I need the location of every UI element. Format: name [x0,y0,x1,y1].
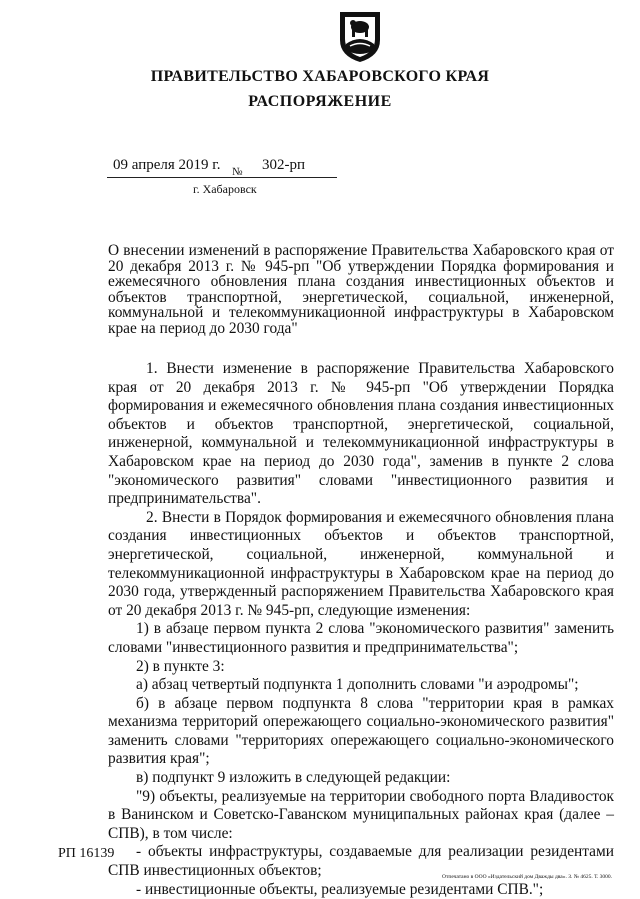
paragraph-9-item-2: - инвестиционные объекты, реализуемые резидентами СПВ."; [136,880,544,898]
document-code: РП 16139 [58,846,115,861]
coat-of-arms-icon [338,10,382,64]
paragraph-9-item-1: - объекты инфраструктуры, создаваемые для реализации резидентами СПВ инвестиционных объектов; [108,843,614,880]
document-body [108,360,614,899]
document-number: 302-рп [262,157,306,173]
paragraph-2-2: 2) в пункте 3: [136,657,225,675]
paragraph-2-2-c: в) подпункт 9 изложить в следующей редакции: [136,769,451,787]
paragraph-2-1: 1) в абзаце первом пункта 2 слова "экономического развития" заменить словами "инвестиционного развития и предпринимательства"; [108,620,614,656]
print-note: Отпечатано в ООО «Издательский дом Дважды два». З. № 4625. Т. 3000. [442,874,613,880]
paragraph-2-2-b: б) в абзаце первом подпункта 8 слова "территории края в рамках механизма территорий опережающего социально-экономического развития" заменить словами "территориях опережающего социально-экономического развития края"; [108,694,614,768]
government-name: ПРАВИТЕЛЬСТВО ХАБАРОВСКОГО КРАЯ [150,68,490,85]
paragraph-2-2-a: а) абзац четвертый подпункта 1 дополнить словами "и аэродромы"; [136,676,579,694]
number-sign: № [232,166,243,178]
document-type: РАСПОРЯЖЕНИЕ [248,93,392,110]
document-date: 09 апреля 2019 г. [113,157,221,173]
paragraph-2: 2. Внести в Порядок формирования и ежемесячного обновления плана создания инвестиционных объектов и объектов транспортной, энергетической, социальной, инженерной, коммунальной и телекоммуникационной инфраструктуры в Хабаровском крае на период до 2030 года, утвержденный распоряжением Правительства Хабаровского края от 20 декабря 2013 г. № 945-рп, следующие изменения: [108,508,614,619]
paragraph-1: 1. Внести изменение в распоряжение Правительства Хабаровского края от 20 декабря 2013 г. № 945-рп "Об утверждении Порядка формирования и ежемесячного обновления плана создания инвестиционных объектов и объектов транспортной, энергетической, социальной, инженерной, коммунальной и телекоммуникационной инфраструктуры в Хабаровском крае на период до 2030 года", заменив в пункте 2 слова "экономического развития" словами "инвестиционного развития и предпринимательства". [108,360,614,508]
date-number-underline [107,177,337,178]
document-title: О внесении изменений в распоряжение Правительства Хабаровского края от 20 декабря 2013 г. № 945-рп "Об утверждении Порядка формирования и ежемесячного обновления плана создания инвестиционных объектов и объектов транспортной, энергетической, социальной, инженерной, коммунальной и телекоммуникационной инфраструктуры в Хабаровском крае на период до 2030 года" [108,242,614,337]
paragraph-9-intro: "9) объекты, реализуемые на территории свободного порта Владивосток в Ванинском и Советско-Гаванском муниципальных районах края (далее – СПВ), в том числе: [108,787,614,842]
document-city: г. Хабаровск [193,182,257,196]
